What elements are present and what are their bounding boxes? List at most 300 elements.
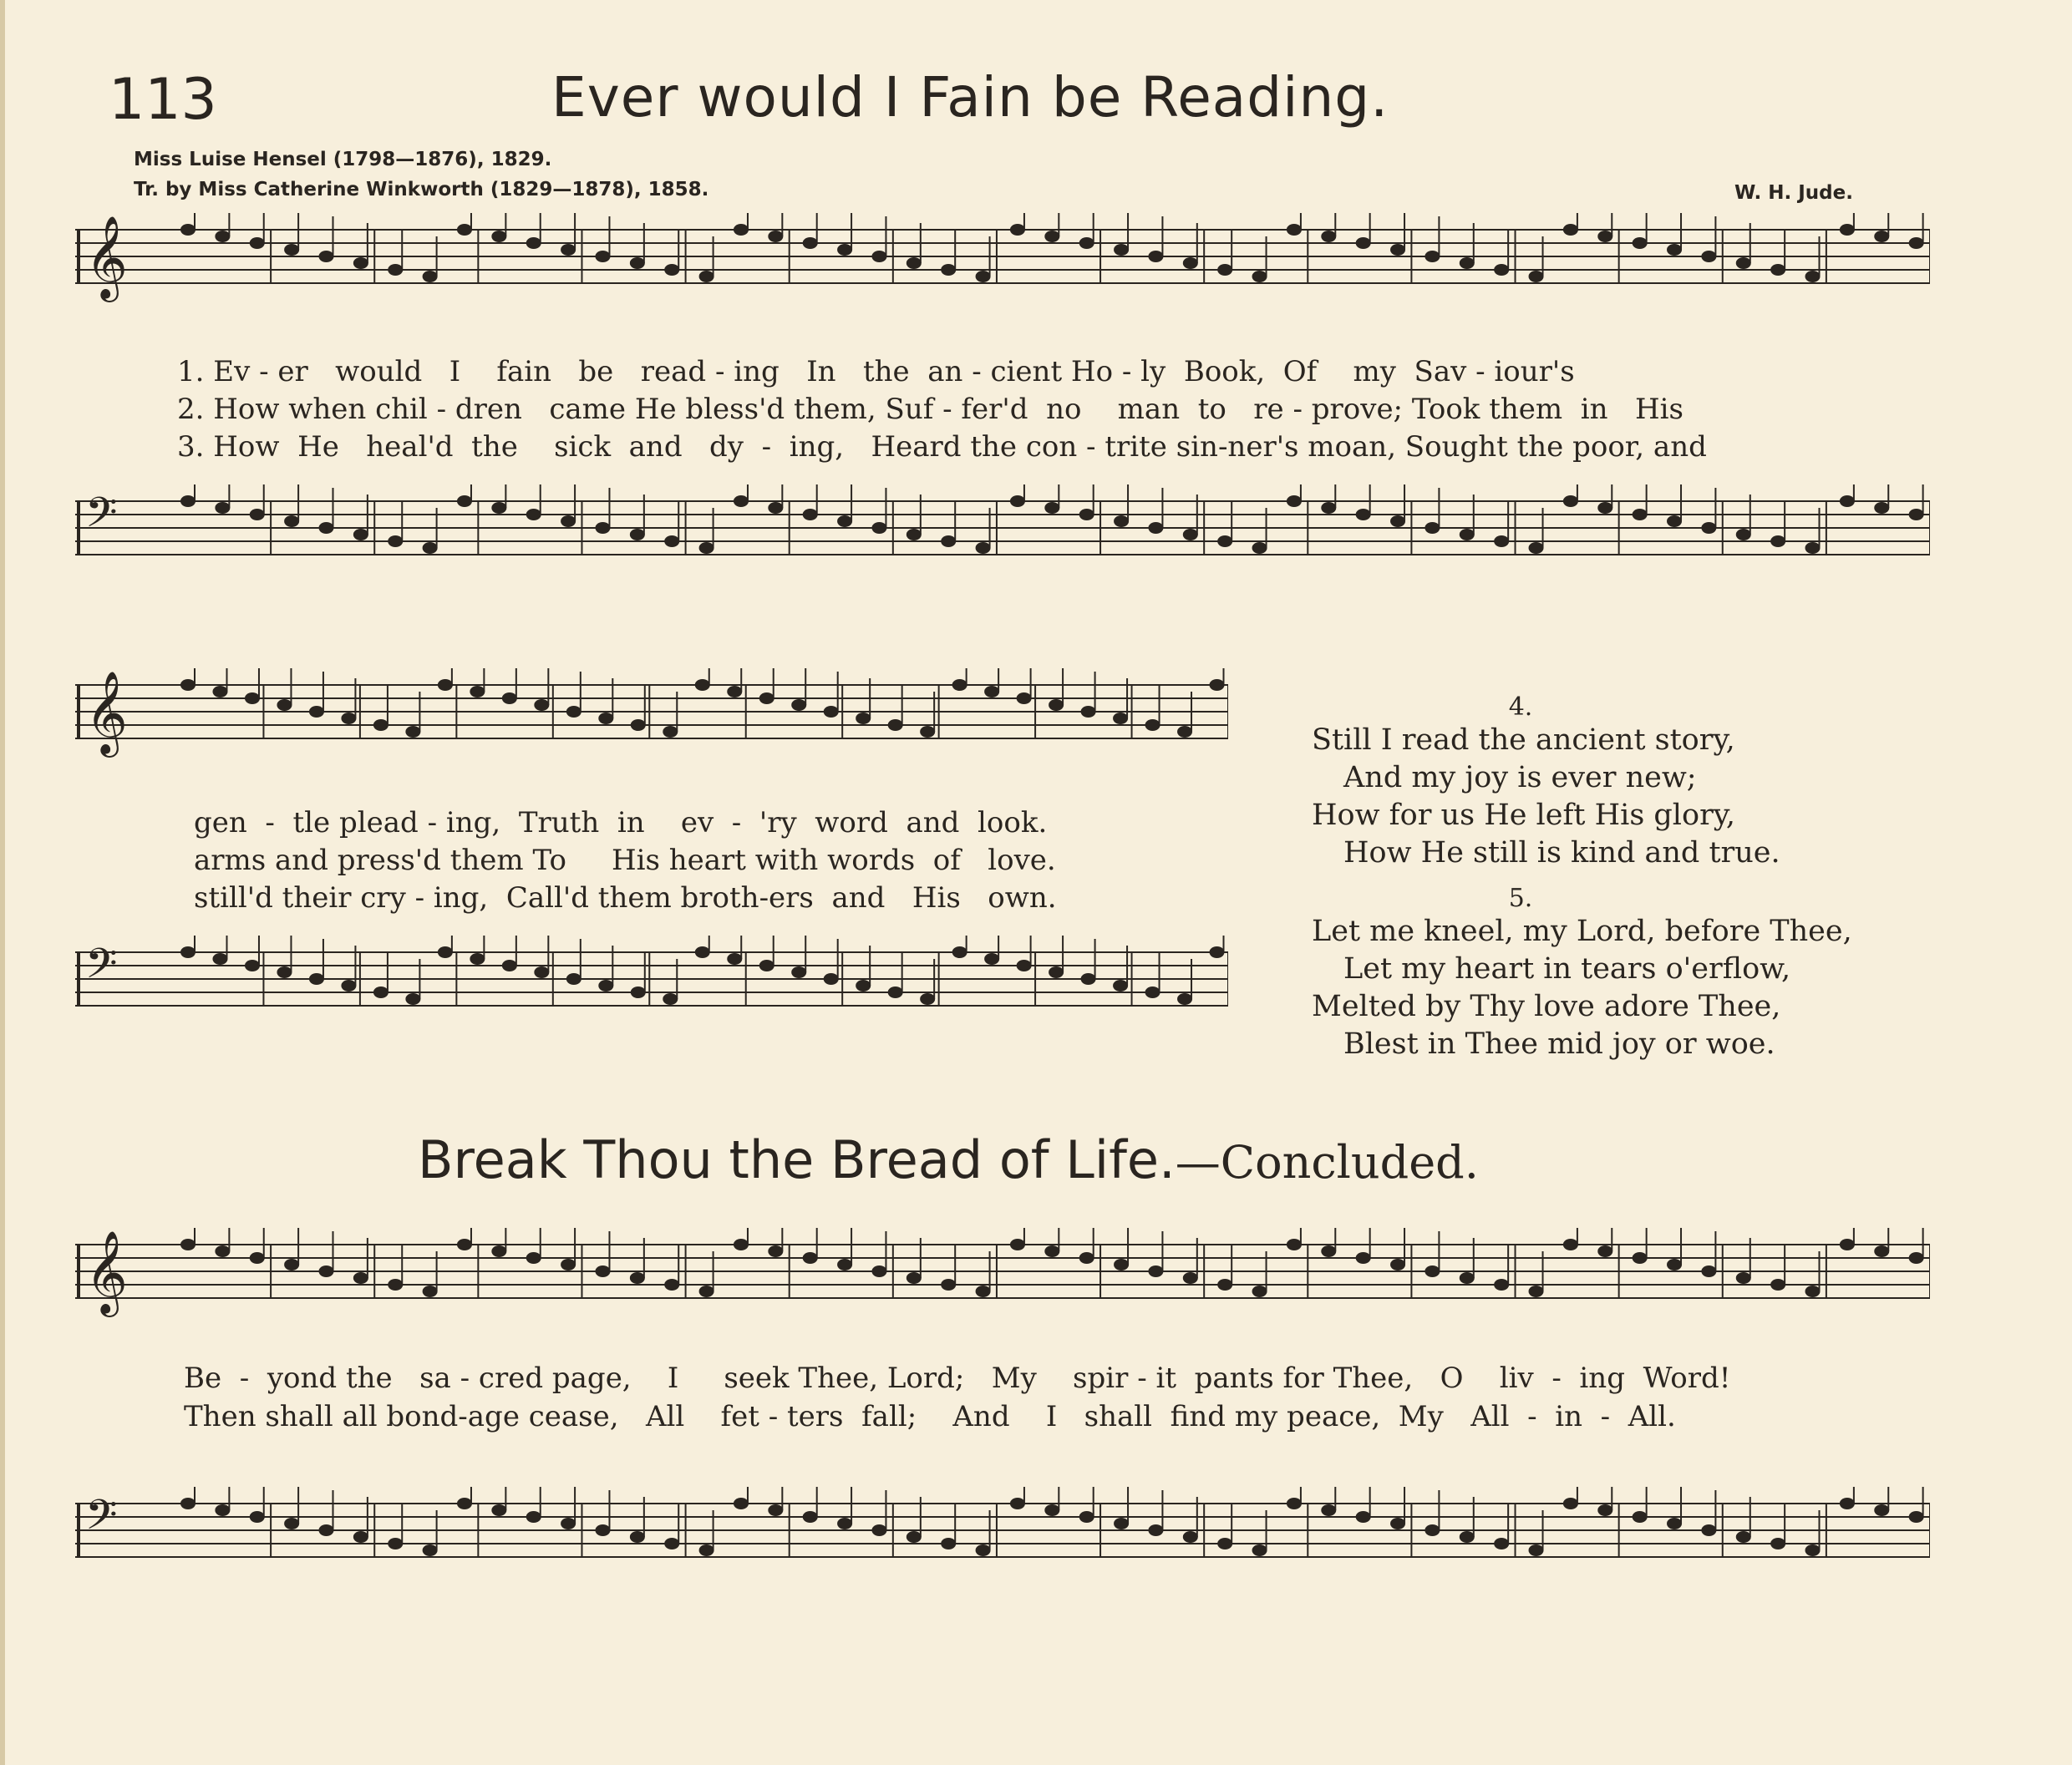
note-head [976,542,991,554]
lyric-line-hymn2-verse-1: Be - yond the sa - cred page, I seek Thee, Lord; My spir - it pants for Thee, O liv - ing Word! [184,1362,1731,1395]
lyric-line-verse-1: 1. Ev - er would I fain be read - ing In the an - cient Ho - ly Book, Of my Sav - iour's [177,355,1575,388]
note-head [1805,542,1821,554]
note-head [803,1511,818,1523]
note-head [309,706,324,718]
note-head [1667,515,1682,527]
note-head [1460,529,1475,540]
stanza-line: Let me kneel, my Lord, before Thee, [1312,915,1852,948]
note-head [920,726,935,738]
stanza-line: How He still is kind and true. [1343,836,1780,870]
note-head [906,1531,922,1543]
note-head [1079,1511,1094,1523]
note-head [1356,237,1371,249]
lyric-line-verse-3-cont: still'd their cry - ing, Call'd them broth-ers and His own. [194,881,1057,915]
note-head [457,224,472,236]
note-head [1460,1531,1475,1543]
lyric-line-verse-2-cont: arms and press'd them To His heart with words of love. [194,844,1056,877]
note-head [502,960,517,971]
note-head [768,1504,783,1516]
author-credit: Miss Luise Hensel (1798—1876), 1829. [134,149,552,170]
note-head [1044,1504,1059,1516]
note-head [1210,679,1225,691]
note-head [759,960,774,971]
note-head [309,973,324,985]
note-head [353,529,368,540]
note-head [1356,1252,1371,1264]
note-head [1597,1504,1612,1516]
note-head [1460,257,1475,269]
note-head [438,679,453,691]
note-head [837,515,852,527]
stanza-number: 4. [1508,692,1533,722]
note-head [1183,1272,1198,1284]
note-head [630,1272,645,1284]
note-head [250,1252,265,1264]
note-head [1044,1245,1059,1257]
note-head [734,224,749,236]
note-head [423,1286,438,1297]
note-head [1044,231,1059,242]
note-head [1874,231,1889,242]
note-head [1736,1531,1751,1543]
note-head [952,946,967,958]
note-head [1424,251,1440,262]
bass-staff-system-1 [75,484,1930,585]
note-head [598,980,613,992]
note-head [423,1544,438,1556]
note-head [245,960,260,971]
note-head [871,522,886,534]
note-head [1494,1538,1509,1549]
note-head [388,535,403,547]
note-head [1667,244,1682,256]
note-head [1909,1511,1924,1523]
note-head [837,1518,852,1529]
note-head [284,1518,299,1529]
note-head [630,1531,645,1543]
note-head [1321,231,1336,242]
note-head [1840,1498,1855,1509]
note-head [1113,980,1128,992]
note-head [470,686,485,697]
note-head [664,535,679,547]
note-head [180,495,196,507]
note-head [1563,1239,1578,1250]
note-head [976,271,991,282]
note-head [526,237,541,249]
note-head [1217,1279,1232,1291]
note-head [1017,960,1032,971]
note-head [561,515,576,527]
note-head [976,1286,991,1297]
note-head [1770,1538,1785,1549]
stanza-line: Still I read the ancient story, [1312,723,1735,757]
note-head [353,1272,368,1284]
note-head [250,509,265,520]
note-head [318,1265,333,1277]
note-head [1770,1279,1785,1291]
note-head [491,231,506,242]
note-head [695,946,710,958]
note-head [1010,495,1025,507]
note-head [284,515,299,527]
note-head [526,1511,541,1523]
note-head [373,719,388,731]
note-head [1287,1498,1302,1509]
note-head [561,1518,576,1529]
note-head [1840,1239,1855,1250]
note-head [699,542,714,554]
note-head [1321,502,1336,514]
note-head [1287,495,1302,507]
note-head [906,529,922,540]
note-head [1114,1259,1129,1270]
note-head [245,692,260,704]
note-head [1287,1239,1302,1250]
note-head [491,1504,506,1516]
note-head [1736,529,1751,540]
note-head [1494,264,1509,276]
note-head [1079,1252,1094,1264]
note-head [1010,1498,1025,1509]
note-head [1494,1279,1509,1291]
note-head [1701,522,1716,534]
note-head [1183,1531,1198,1543]
note-head [341,980,356,992]
note-head [1736,257,1751,269]
note-head [1701,1524,1716,1536]
note-head [1424,522,1440,534]
note-head [941,535,956,547]
note-head [768,231,783,242]
note-head [699,1544,714,1556]
note-head [1701,1265,1716,1277]
note-head [1424,1524,1440,1536]
note-head [888,719,903,731]
note-head [438,946,453,958]
note-head [1114,515,1129,527]
note-head [1874,1504,1889,1516]
note-head [405,993,420,1005]
treble-staff-system-2 [75,668,1228,768]
note-head [1049,699,1064,711]
note-head [566,706,581,718]
note-head [1010,1239,1025,1250]
note-head [1529,1544,1544,1556]
note-head [631,986,646,998]
note-head [388,1279,403,1291]
note-head [1667,1518,1682,1529]
note-head [856,980,871,992]
note-head [215,1504,230,1516]
note-head [664,1538,679,1549]
note-head [526,509,541,520]
note-head [215,502,230,514]
note-head [1701,251,1716,262]
note-head [1840,495,1855,507]
note-head [566,973,581,985]
note-head [1874,1245,1889,1257]
note-head [1252,271,1267,282]
note-head [663,726,678,738]
section-title-main: Break Thou the Bread of Life. [418,1129,1176,1190]
note-head [1177,726,1192,738]
note-head [984,953,999,965]
note-head [791,699,806,711]
note-head [1597,231,1612,242]
note-head [318,251,333,262]
lyric-line-verse-1-cont: gen - tle plead - ing, Truth in ev - 'ry word and look. [194,806,1048,839]
note-head [212,686,227,697]
note-head [1217,264,1232,276]
note-head [180,1498,196,1509]
note-head [734,1239,749,1250]
note-head [1633,237,1648,249]
note-head [405,726,420,738]
note-head [727,686,742,697]
note-head [250,1511,265,1523]
note-head [373,986,388,998]
note-head [561,1259,576,1270]
note-head [457,1239,472,1250]
note-head [1252,1544,1267,1556]
note-head [1148,251,1163,262]
note-head [631,719,646,731]
additional-stanzas [1312,689,1897,1063]
note-head [277,699,292,711]
note-head [353,1531,368,1543]
note-head [598,713,613,724]
note-head [1356,509,1371,520]
page-edge [0,0,5,1765]
note-head [595,1524,610,1536]
note-head [1183,257,1198,269]
note-head [284,244,299,256]
note-head [664,264,679,276]
note-head [1390,515,1405,527]
note-head [491,1245,506,1257]
note-head [791,966,806,978]
treble-clef-icon: 𝄞 [85,1230,128,1314]
note-head [941,264,956,276]
bass-staff-system-3 [75,1487,1930,1587]
note-head [1633,509,1648,520]
note-head [1494,535,1509,547]
treble-clef-icon: 𝄞 [85,671,128,754]
note-head [1252,1286,1267,1297]
section-title-suffix: —Concluded. [1175,1136,1479,1189]
note-head [423,271,438,282]
stanza-line: Let my heart in tears o'erflow, [1343,952,1791,986]
note-head [180,946,196,958]
treble-clef-icon: 𝄞 [85,216,128,299]
note-head [1529,1286,1544,1297]
lyric-line-hymn2-verse-2: Then shall all bond-age cease, All fet - ters fall; And I shall find my peace, My All - in - All. [184,1400,1676,1433]
note-head [1805,1544,1821,1556]
note-head [1390,244,1405,256]
note-head [1049,966,1064,978]
note-head [1840,224,1855,236]
note-head [534,966,549,978]
note-head [1113,713,1128,724]
note-head [695,679,710,691]
note-head [888,986,903,998]
note-head [1633,1252,1648,1264]
note-head [1909,237,1924,249]
note-head [768,502,783,514]
note-head [871,1524,886,1536]
note-head [318,522,333,534]
treble-staff-system-3 [75,1228,1930,1328]
page-number: 113 [109,67,217,133]
note-head [1145,986,1160,998]
stanza-number: 5. [1508,884,1533,913]
note-head [212,953,227,965]
note-head [1597,1245,1612,1257]
note-head [502,692,517,704]
note-head [1081,973,1096,985]
note-head [837,244,852,256]
note-head [388,1538,403,1549]
bass-clef-icon: 𝄢 [85,1491,118,1549]
note-head [215,1245,230,1257]
note-head [1563,224,1578,236]
note-head [952,679,967,691]
note-head [699,1286,714,1297]
note-head [1287,224,1302,236]
note-head [1805,271,1821,282]
note-head [856,713,871,724]
note-head [595,522,610,534]
note-head [1356,1511,1371,1523]
hymn-title: Ever would I Fain be Reading. [551,65,1389,129]
treble-staff-system-1 [75,213,1930,313]
note-head [1390,1259,1405,1270]
note-head [215,231,230,242]
note-head [457,495,472,507]
note-head [1217,1538,1232,1549]
note-head [388,264,403,276]
note-head [803,509,818,520]
note-head [1010,224,1025,236]
note-head [1252,542,1267,554]
note-head [630,257,645,269]
note-head [561,244,576,256]
note-head [837,1259,852,1270]
note-head [1529,542,1544,554]
note-head [1148,1524,1163,1536]
note-head [1736,1272,1751,1284]
note-head [1563,1498,1578,1509]
note-head [734,1498,749,1509]
bass-clef-icon: 𝄢 [85,489,118,547]
note-head [1217,535,1232,547]
note-head [595,251,610,262]
note-head [277,966,292,978]
lyric-line-verse-3: 3. How He heal'd the sick and dy - ing, Heard the con - trite sin-ner's moan, Sought the poor, and [177,430,1707,464]
note-head [1424,1265,1440,1277]
lyric-line-verse-2: 2. How when chil - dren came He bless'd them, Suf - fer'd no man to re - prove; Took them in His [177,393,1684,426]
note-head [871,1265,886,1277]
note-head [534,699,549,711]
note-head [1210,946,1225,958]
note-head [1563,495,1578,507]
note-head [1081,706,1096,718]
note-head [250,237,265,249]
note-head [1177,993,1192,1005]
note-head [341,713,356,724]
note-head [941,1279,956,1291]
note-head [984,686,999,697]
note-head [824,973,839,985]
note-head [727,953,742,965]
note-head [1114,1518,1129,1529]
note-head [1770,264,1785,276]
note-head [1321,1504,1336,1516]
note-head [920,993,935,1005]
note-head [803,237,818,249]
note-head [1805,1286,1821,1297]
note-head [976,1544,991,1556]
note-head [1460,1272,1475,1284]
note-head [1079,237,1094,249]
note-head [1183,529,1198,540]
note-head [906,257,922,269]
note-head [284,1259,299,1270]
note-head [1044,502,1059,514]
note-head [1667,1259,1682,1270]
note-head [630,529,645,540]
stanza-line: Blest in Thee mid joy or woe. [1343,1027,1775,1061]
note-head [824,706,839,718]
note-head [595,1265,610,1277]
note-head [180,224,196,236]
section-title [418,1129,1479,1190]
note-head [318,1524,333,1536]
note-head [871,251,886,262]
note-head [526,1252,541,1264]
note-head [1390,1518,1405,1529]
stanza-line: Melted by Thy love adore Thee, [1312,990,1781,1023]
note-head [906,1272,922,1284]
note-head [423,542,438,554]
note-head [1114,244,1129,256]
note-head [470,953,485,965]
note-head [664,1279,679,1291]
note-head [734,495,749,507]
note-head [1909,509,1924,520]
translator-credit: Tr. by Miss Catherine Winkworth (1829—1878), 1858. [134,179,709,200]
note-head [759,692,774,704]
note-head [803,1252,818,1264]
note-head [1148,522,1163,534]
note-head [1017,692,1032,704]
note-head [491,502,506,514]
note-head [1874,502,1889,514]
note-head [941,1538,956,1549]
note-head [1079,509,1094,520]
note-head [1770,535,1785,547]
stanza-line: And my joy is ever new; [1343,761,1697,794]
bass-staff-system-2 [75,936,1228,1036]
note-head [353,257,368,269]
composer-credit: W. H. Jude. [1734,182,1853,204]
note-head [457,1498,472,1509]
note-head [768,1245,783,1257]
note-head [699,271,714,282]
note-head [663,993,678,1005]
note-head [180,679,196,691]
